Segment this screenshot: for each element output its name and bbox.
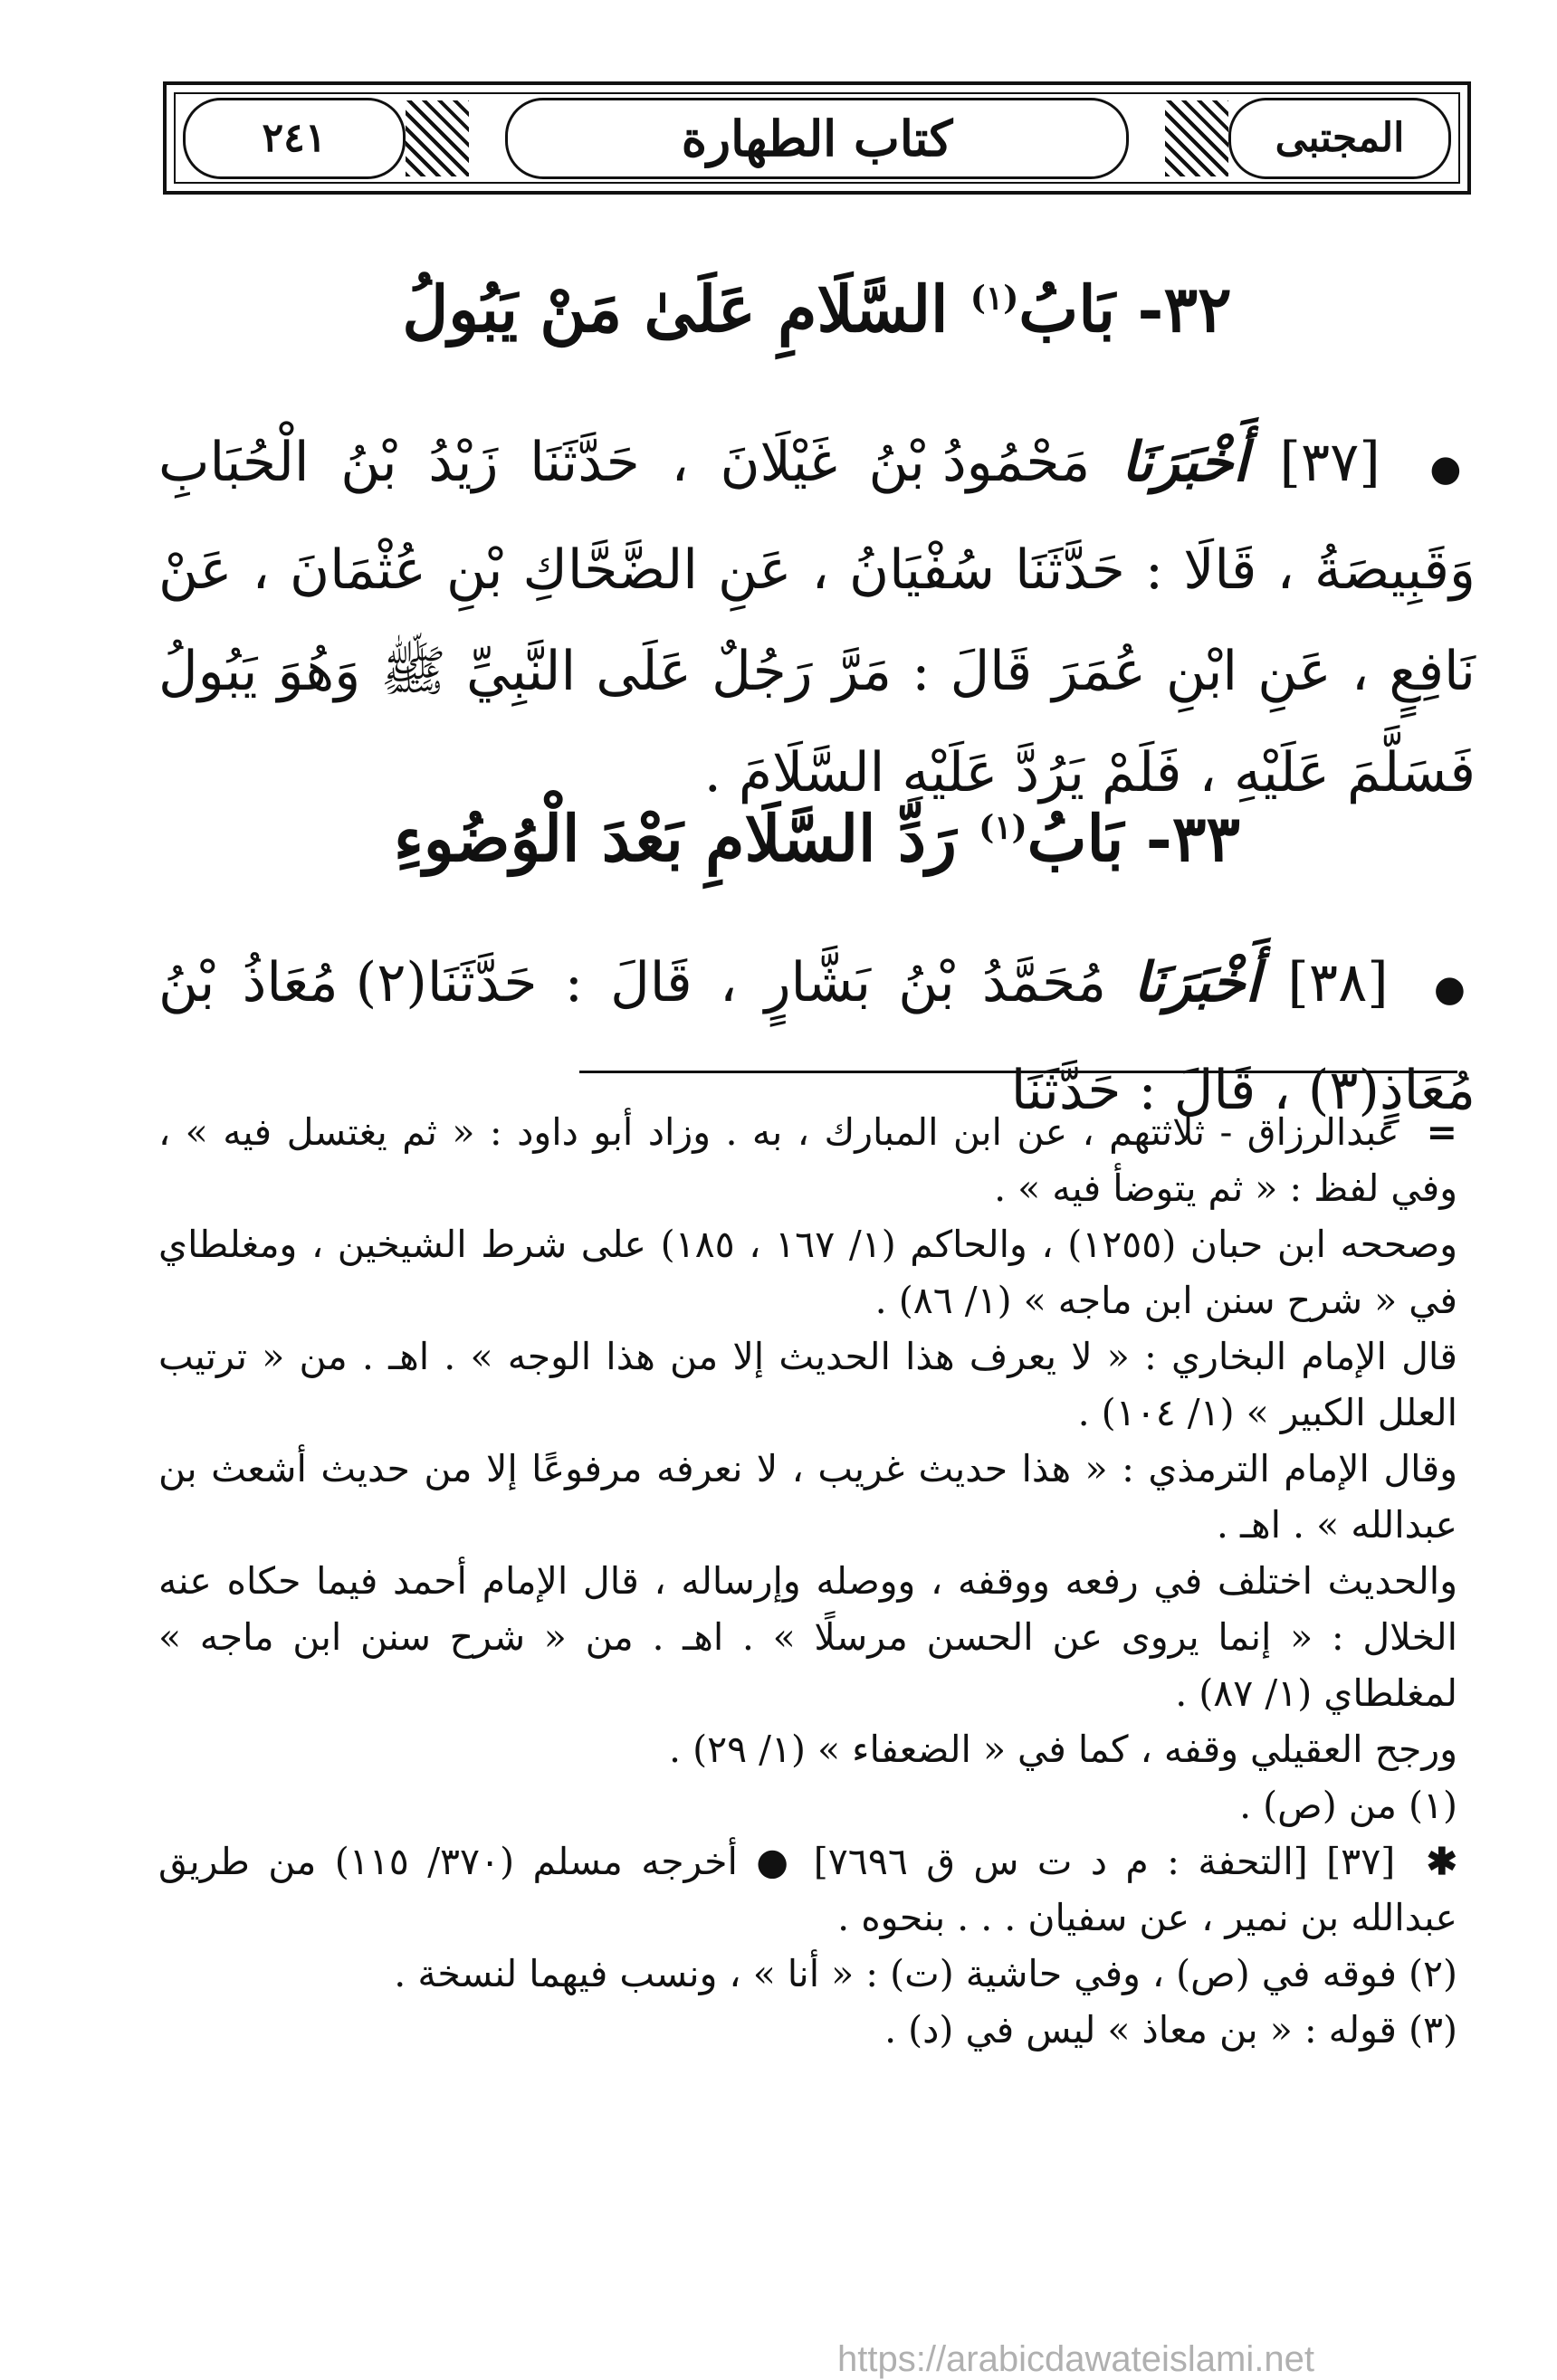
chapter-number: ٣٣- bbox=[1145, 801, 1241, 876]
takhrij-text: أخرجه مسلم (٣٧٠/ ١١٥) من طريق عبدالله بن نمير ، عن سفيان . . . بنحوه . bbox=[158, 1840, 1457, 1939]
hadith-37 bbox=[158, 412, 1476, 823]
footnote-divider bbox=[579, 1071, 1457, 1073]
chapter-heading-32 bbox=[163, 271, 1471, 347]
footnote-2: (٢) فوقه في (ص) ، وفي حاشية (ت) : « أنا » ، ونسب فيهما لنسخة . bbox=[394, 1952, 1457, 1995]
bullet-icon: ● bbox=[1429, 448, 1476, 490]
page-header bbox=[163, 81, 1471, 195]
footnote-paragraph: قال الإمام البخاري : « لا يعرف هذا الحديث إلا من هذا الوجه » . اهـ . من « ترتيب العلل الكبير » (١/ ١٠٤) . bbox=[158, 1335, 1457, 1434]
footnote-paragraph: =عبدالرزاق - ثلاثتهم ، عن ابن المبارك ، به . وزاد أبو داود : « ثم يغتسل فيه » ، وفي لفظ : « ثم يتوضأ فيه » . bbox=[158, 1110, 1457, 1210]
footnote-paragraph: وصححه ابن حبان (١٢٥٥) ، والحاكم (١/ ١٦٧ ، ١٨٥) على شرط الشيخين ، ومغلطاي في « شرح سنن ابن ماجه » (١/ ٨٦) . bbox=[158, 1223, 1457, 1322]
book-title: كتاب الطهارة bbox=[681, 109, 953, 167]
work-title-cartouche bbox=[1228, 98, 1451, 179]
chapter-heading-33 bbox=[163, 801, 1471, 876]
chapter-title: بَابُ bbox=[1027, 801, 1124, 876]
footnote-continuation bbox=[158, 1104, 1457, 2058]
chapter-number: ٣٢- bbox=[1137, 271, 1232, 347]
takhrij-ref: [٣٧] bbox=[1326, 1840, 1396, 1883]
chapter-note-ref: (١) bbox=[970, 279, 1019, 318]
bullet-icon: ● bbox=[1433, 968, 1476, 1010]
footnote-paragraph: وقال الإمام الترمذي : « هذا حديث غريب ، لا نعرفه مرفوعًا إلا من حديث أشعث بن عبدالله » . اهـ . bbox=[158, 1447, 1457, 1547]
continuation-mark: = bbox=[1426, 1110, 1457, 1154]
page-number: ٢٤١ bbox=[262, 115, 327, 161]
chapter-title: بَابُ bbox=[1018, 271, 1116, 347]
chapter-note-ref: (١) bbox=[979, 808, 1027, 847]
footnote-paragraph: ورجح العقيلي وقفه ، كما في « الضعفاء » (١/ ٢٩) . bbox=[669, 1728, 1457, 1771]
book-title-cartouche bbox=[505, 98, 1129, 179]
footnote-1: (١) من (ص) . bbox=[1239, 1784, 1457, 1827]
chapter-title-rest: رَدِّ السَّلَامِ بَعْدَ الْوُضُوءِ bbox=[393, 801, 957, 876]
asterisk-icon: ✱ bbox=[1426, 1840, 1457, 1883]
takhrij-37 bbox=[158, 1833, 1457, 1946]
hadith-text: مَحْمُودُ بْنُ غَيْلَانَ ، حَدَّثَنَا زَيْدُ بْنُ الْحُبَابِ وَقَبِيصَةُ ، قَالَا : حَدَّثَنَا سُفْيَانُ ، عَنِ الضَّحَّاكِ بْنِ عُثْمَانَ ، عَنْ نَافِعٍ ، عَنِ ابْنِ عُمَرَ قَالَ : مَرَّ رَجُلٌ عَلَى النَّبِيِّ ﷺ وَهُوَ يَبُولُ فَسَلَّمَ عَلَيْهِ ، فَلَمْ يَرُدَّ عَلَيْهِ السَّلَامَ . bbox=[158, 431, 1476, 804]
work-title: المجتبى bbox=[1275, 115, 1405, 161]
watermark-url: https://arabicdawateislami.net bbox=[837, 2339, 1314, 2379]
hadith-ref: [٣٧] bbox=[1279, 431, 1380, 494]
ornament-pattern-left bbox=[406, 100, 469, 176]
hadith-lead: أَخْبَرَنَا bbox=[1121, 431, 1248, 494]
hadith-text: مُحَمَّدُ بْنُ بَشَّارٍ ، قَالَ : حَدَّثَنَا(٢) مُعَاذُ بْنُ مُعَاذٍ(٣) ، قَالَ : حَدَّثَنَا bbox=[158, 951, 1476, 1122]
takhrij-tuhfa: [التحفة : م د ت س ق ٧٦٩٦] bbox=[813, 1840, 1308, 1883]
page-number-cartouche bbox=[183, 98, 406, 179]
hadith-ref: [٣٨] bbox=[1287, 951, 1389, 1014]
chapter-title-rest: السَّلَامِ عَلَىٰ مَنْ يَبُولُ bbox=[402, 271, 949, 347]
footnote-paragraph: والحديث اختلف في رفعه ووقفه ، ووصله وإرساله ، قال الإمام أحمد فيما حكاه عنه الخلال : « إنما يروى عن الحسن مرسلًا » . اهـ . من « شرح سنن ابن ماجه » لمغلطاي (١/ ٨٧) . bbox=[158, 1559, 1457, 1715]
bullet-icon: ● bbox=[756, 1840, 796, 1883]
ornament-pattern-right bbox=[1165, 100, 1228, 176]
hadith-lead: أَخْبَرَنَا bbox=[1133, 951, 1261, 1014]
footnote-3: (٣) قوله : « بن معاذ » ليس في (د) . bbox=[884, 2008, 1457, 2052]
